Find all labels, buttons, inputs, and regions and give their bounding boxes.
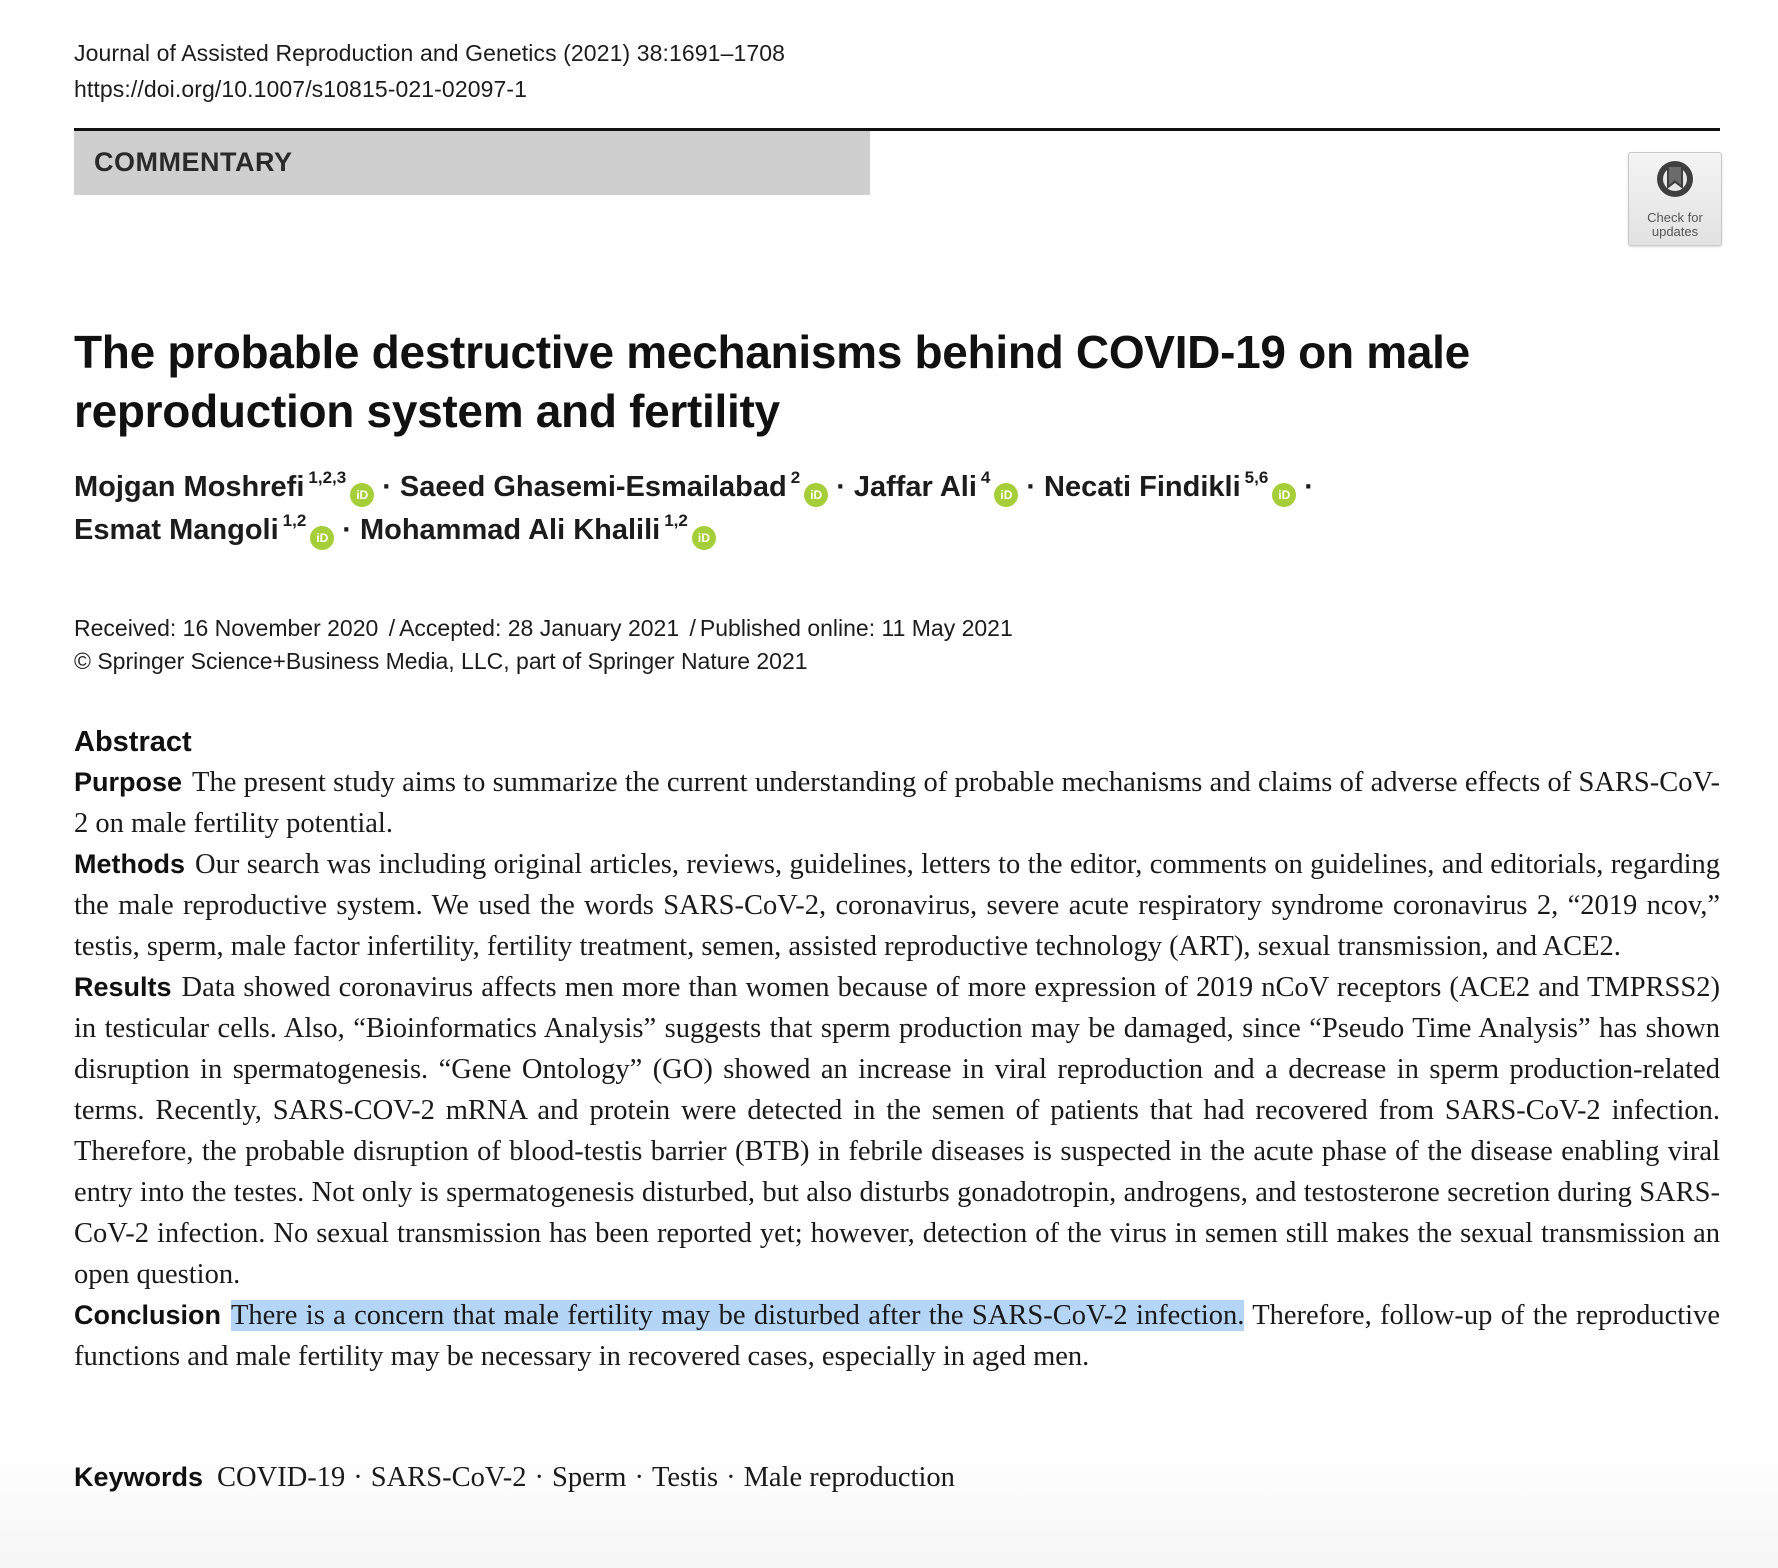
abstract-section [74, 722, 1720, 1377]
check-for-updates-icon [1655, 159, 1695, 209]
section-banner [74, 131, 870, 195]
author-affiliations: 2 [790, 468, 801, 487]
keyword-separator: · [534, 1462, 545, 1493]
abstract-results [74, 967, 1720, 1295]
author-affiliations: 1,2 [664, 511, 688, 530]
copyright-line: © Springer Science+Business Media, LLC, part of Springer Nature 2021 [74, 648, 808, 674]
keyword-item[interactable]: Sperm [552, 1462, 627, 1493]
author-separator: · [1304, 471, 1314, 503]
keyword-separator: · [353, 1462, 363, 1493]
check-updates-line2: updates [1651, 224, 1699, 239]
author-name[interactable]: Necati Findikli [1044, 471, 1241, 503]
conclusion-label: Conclusion [74, 1300, 221, 1330]
results-label: Results [74, 972, 172, 1002]
date-separator: / [689, 615, 696, 641]
author-affiliations: 5,6 [1244, 468, 1269, 487]
author-name[interactable]: Jaffar Ali [853, 471, 977, 503]
keywords-label: Keywords [74, 1462, 204, 1492]
author[interactable] [1044, 468, 1296, 503]
author[interactable] [359, 511, 716, 546]
results-text: Data showed coronavirus affects men more than women because of more expression of 2019 nCoV receptors (ACE2 and TMPRSS2) in testicular cells. Also, “Bioinformatics Analysis” suggests that sperm production may be damaged, since “Pseudo Time Analysis” has shown disruption in spermatogenesis. “Gene Ontology” (GO) showed an increase in viral reproduction and a decrease in sperm production-related terms. Recently, SARS-COV-2 mRNA and protein were detected in the semen of patients that had recovered from SARS-CoV-2 infection. Therefore, the probable disruption of blood-testis barrier (BTB) in febrile diseases is suspected in the acute phase of the disease enabling viral entry into the testes. Not only is spermatogenesis disturbed, but also disturbs gonadotropin, androgens, and testosterone secretion during SARS-CoV-2 infection. No sexual transmission has been reported yet; however, detection of the virus in semen still makes the sexual transmission an open question. [74, 972, 1720, 1290]
orcid-icon[interactable]: iD [310, 526, 334, 550]
published-date: Published online: 11 May 2021 [699, 615, 1013, 641]
author-affiliations: 1,2 [282, 511, 307, 530]
keyword-separator: · [634, 1462, 644, 1493]
author-name[interactable]: Mohammad Ali Khalili [359, 514, 661, 546]
keyword-item[interactable]: Testis [651, 1462, 719, 1493]
author-list [74, 466, 1634, 552]
doi-link[interactable]: https://doi.org/10.1007/s10815-021-02097-1 [74, 76, 528, 102]
orcid-icon[interactable]: iD [350, 483, 374, 507]
author-separator: · [836, 471, 846, 503]
author[interactable] [74, 511, 334, 546]
keyword-item[interactable]: SARS-CoV-2 [370, 1462, 527, 1493]
article-title: The probable destructive mechanisms behind COVID-19 on male reproduction system and fertility [74, 325, 1470, 437]
selected-text-highlight[interactable]: There is a concern that male fertility may be disturbed after the SARS-CoV-2 infection. [231, 1300, 1245, 1331]
abstract-methods [74, 844, 1720, 967]
article-dates [74, 612, 1013, 678]
keyword-item[interactable]: COVID-19 [217, 1462, 346, 1493]
abstract-conclusion [74, 1295, 1720, 1377]
author-affiliations: 1,2,3 [308, 468, 347, 487]
author-separator: · [342, 514, 352, 546]
author-separator: · [382, 471, 392, 503]
orcid-icon[interactable]: iD [804, 483, 828, 507]
author-name[interactable]: Esmat Mangoli [74, 514, 279, 546]
abstract-heading: Abstract [74, 726, 192, 758]
section-label: COMMENTARY [94, 147, 293, 177]
author-separator: · [1026, 471, 1037, 503]
purpose-label: Purpose [74, 767, 183, 797]
author[interactable] [399, 468, 828, 503]
methods-text: Our search was including original articles, reviews, guidelines, letters to the editor, comments on guidelines, and editorials, regarding the male reproductive system. We used the words SARS-CoV-2, coronavirus, severe acute respiratory syndrome coronavirus 2, “2019 ncov,” testis, sperm, male factor infertility, fertility treatment, semen, assisted reproductive technology (ART), sexual transmission, and ACE2. [74, 849, 1720, 962]
orcid-icon[interactable]: iD [994, 483, 1018, 507]
methods-label: Methods [74, 849, 185, 879]
author[interactable] [74, 468, 374, 503]
history-line [74, 612, 1013, 645]
abstract-purpose [74, 762, 1720, 844]
keyword-item[interactable]: Male reproduction [743, 1462, 955, 1493]
received-date: Received: 16 November 2020 [74, 615, 379, 641]
orcid-icon[interactable]: iD [1272, 483, 1296, 507]
journal-citation: Journal of Assisted Reproduction and Genetics (2021) 38:1691–1708 [74, 40, 786, 66]
accepted-date: Accepted: 28 January 2021 [399, 615, 680, 641]
date-separator: / [388, 615, 396, 641]
author-name[interactable]: Saeed Ghasemi-Esmailabad [399, 471, 787, 503]
author[interactable] [853, 468, 1019, 503]
author-affiliations: 4 [980, 468, 991, 487]
check-for-updates-button[interactable] [1628, 152, 1722, 246]
keyword-separator: · [726, 1462, 736, 1493]
conclusion-text: Therefore, follow-up of the reproductive functions and male fertility may be necessary in recovered cases, especially in aged men. [74, 1300, 1720, 1372]
keywords-line [74, 1462, 955, 1494]
check-updates-line1: Check for [1647, 210, 1703, 225]
author-name[interactable]: Mojgan Moshrefi [74, 471, 305, 503]
purpose-text: The present study aims to summarize the current understanding of probable mechanisms and claims of adverse effects of SARS-CoV-2 on male fertility potential. [74, 767, 1720, 839]
orcid-icon[interactable]: iD [692, 526, 716, 550]
